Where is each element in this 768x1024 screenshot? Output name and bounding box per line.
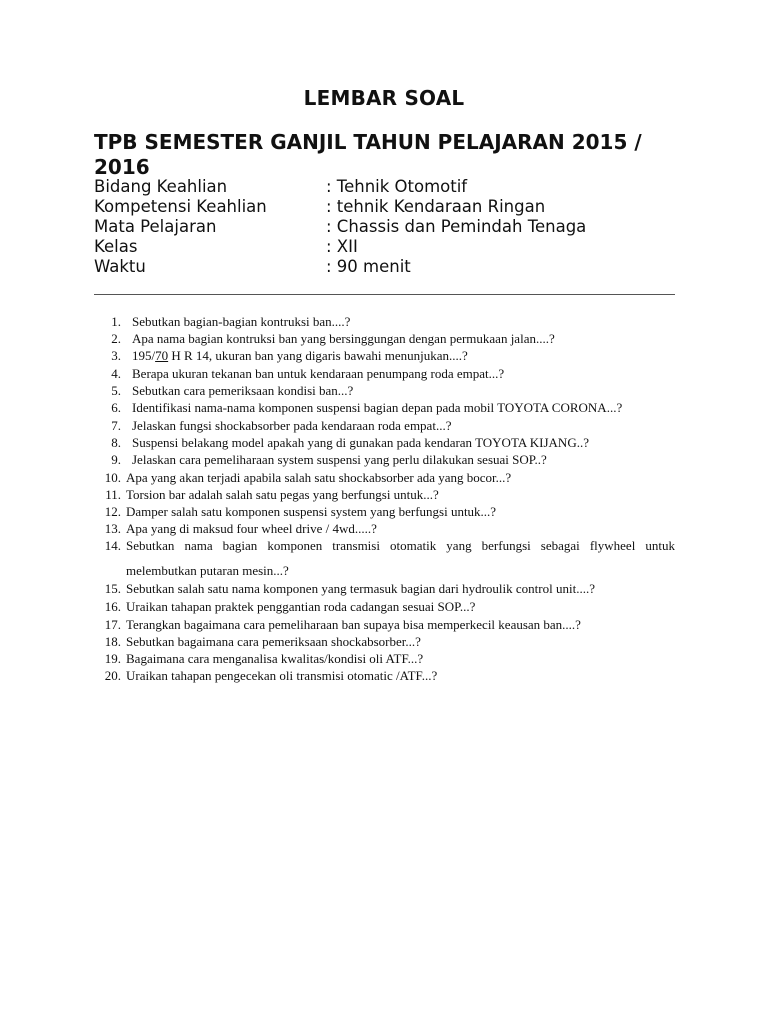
page-subtitle: TPB SEMESTER GANJIL TAHUN PELAJARAN 2015 / 2016 — [94, 130, 642, 179]
page-title: LEMBAR SOAL — [303, 86, 465, 110]
question-item — [94, 616, 675, 633]
question-text: Terangkan bagaimana cara pemeliharaan ban supaya bisa memperkecil keausan ban....? — [126, 616, 581, 632]
question-text: Berapa ukuran tekanan ban untuk kendaraan penumpang roda empat...? — [132, 365, 505, 381]
question-number: 13. — [104, 521, 121, 537]
question-number: 4. — [111, 365, 121, 381]
meta-label: Waktu — [94, 257, 146, 276]
question-text: Suspensi belakang model apakah yang di gunakan pada kendaran TOYOTA KIJANG..? — [132, 435, 589, 451]
question-item — [94, 451, 675, 468]
question-number: 10. — [104, 469, 121, 485]
question-number: 11. — [105, 486, 121, 502]
question-item — [94, 650, 675, 667]
question-number: 14. — [104, 538, 121, 554]
question-text: Jelaskan fungsi shockabsorber pada kendaraan roda empat...? — [132, 418, 452, 434]
question-text: Sebutkan salah satu nama komponen yang termasuk bagian dari hydroulik control unit....? — [126, 581, 595, 597]
question-text: Sebutkan nama bagian komponen transmisi otomatik yang berfungsi sebagai flywheel untuk melembutkan putaran mesin...? — [126, 538, 675, 579]
question-number: 15. — [104, 581, 121, 597]
question-text: Apa nama bagian kontruksi ban yang bersinggungan dengan permukaan jalan....? — [132, 331, 555, 347]
question-item — [94, 598, 675, 615]
question-text-part: H R 14, ukuran ban yang digaris bawahi menunjukan....? — [168, 348, 468, 364]
question-number: 5. — [111, 382, 121, 398]
question-number: 16. — [104, 599, 121, 615]
question-number: 8. — [111, 435, 121, 451]
question-text: Jelaskan cara pemeliharaan system suspensi yang perlu dilakukan sesuai SOP..? — [132, 452, 547, 468]
question-text: Uraikan tahapan praktek penggantian roda cadangan sesuai SOP...? — [126, 599, 476, 615]
question-number: 12. — [104, 504, 121, 520]
question-item — [94, 417, 675, 434]
question-text: Apa yang akan terjadi apabila salah satu shockabsorber ada yang bocor...? — [126, 469, 512, 485]
meta-label: Kompetensi Keahlian — [94, 197, 267, 216]
question-text: Apa yang di maksud four wheel drive / 4wd.....? — [126, 521, 377, 537]
question-text — [121, 347, 675, 364]
question-number: 7. — [111, 418, 121, 434]
question-text: Sebutkan bagian-bagian kontruksi ban....? — [132, 314, 351, 329]
meta-value: : Chassis dan Pemindah Tenaga — [326, 217, 587, 236]
meta-row-waktu — [94, 257, 694, 277]
meta-value: : XII — [326, 237, 358, 256]
question-text: Sebutkan cara pemeriksaan kondisi ban...? — [132, 382, 354, 398]
meta-row-mapel — [94, 217, 694, 237]
question-item — [94, 486, 675, 503]
question-item — [94, 633, 675, 650]
question-text: Damper salah satu komponen suspensi system yang berfungsi untuk...? — [126, 504, 497, 520]
question-text: Sebutkan bagaimana cara pemeriksaan shockabsorber...? — [126, 633, 421, 649]
question-text: Bagaimana cara menganalisa kwalitas/kondisi oli ATF...? — [126, 651, 424, 667]
question-text-part: 195/ — [132, 348, 156, 364]
meta-label: Kelas — [94, 237, 138, 256]
meta-label: Bidang Keahlian — [94, 177, 228, 196]
question-number: 19. — [104, 651, 121, 667]
question-number: 6. — [111, 400, 121, 416]
question-list — [94, 313, 675, 684]
question-number: 9. — [111, 452, 121, 468]
meta-value: : tehnik Kendaraan Ringan — [326, 197, 546, 216]
meta-row-bidang — [94, 177, 694, 197]
underlined-value: 70 — [155, 348, 169, 364]
question-text: Uraikan tahapan pengecekan oli transmisi otomatic /ATF...? — [126, 668, 438, 684]
question-number: 17. — [104, 616, 121, 632]
meta-row-kelas — [94, 237, 694, 257]
question-item — [94, 330, 675, 347]
question-item — [94, 313, 675, 330]
question-item — [94, 347, 675, 364]
question-item — [94, 503, 675, 520]
meta-table — [94, 177, 694, 277]
question-text: Identifikasi nama-nama komponen suspensi bagian depan pada mobil TOYOTA CORONA...? — [132, 400, 623, 416]
meta-value: : Tehnik Otomotif — [326, 177, 468, 196]
question-number: 1. — [111, 314, 121, 329]
question-number: 20. — [104, 668, 121, 684]
question-number: 2. — [111, 331, 121, 347]
question-item — [94, 365, 675, 382]
question-item — [94, 667, 675, 684]
question-text: Torsion bar adalah salah satu pegas yang berfungsi untuk...? — [126, 486, 439, 502]
meta-label: Mata Pelajaran — [94, 217, 217, 236]
question-number: 3. — [111, 348, 121, 364]
meta-row-kompetensi — [94, 197, 694, 217]
meta-value: : 90 menit — [326, 257, 411, 276]
question-item — [94, 469, 675, 486]
question-item — [94, 434, 675, 451]
question-number: 18. — [104, 633, 121, 649]
divider — [94, 294, 675, 295]
